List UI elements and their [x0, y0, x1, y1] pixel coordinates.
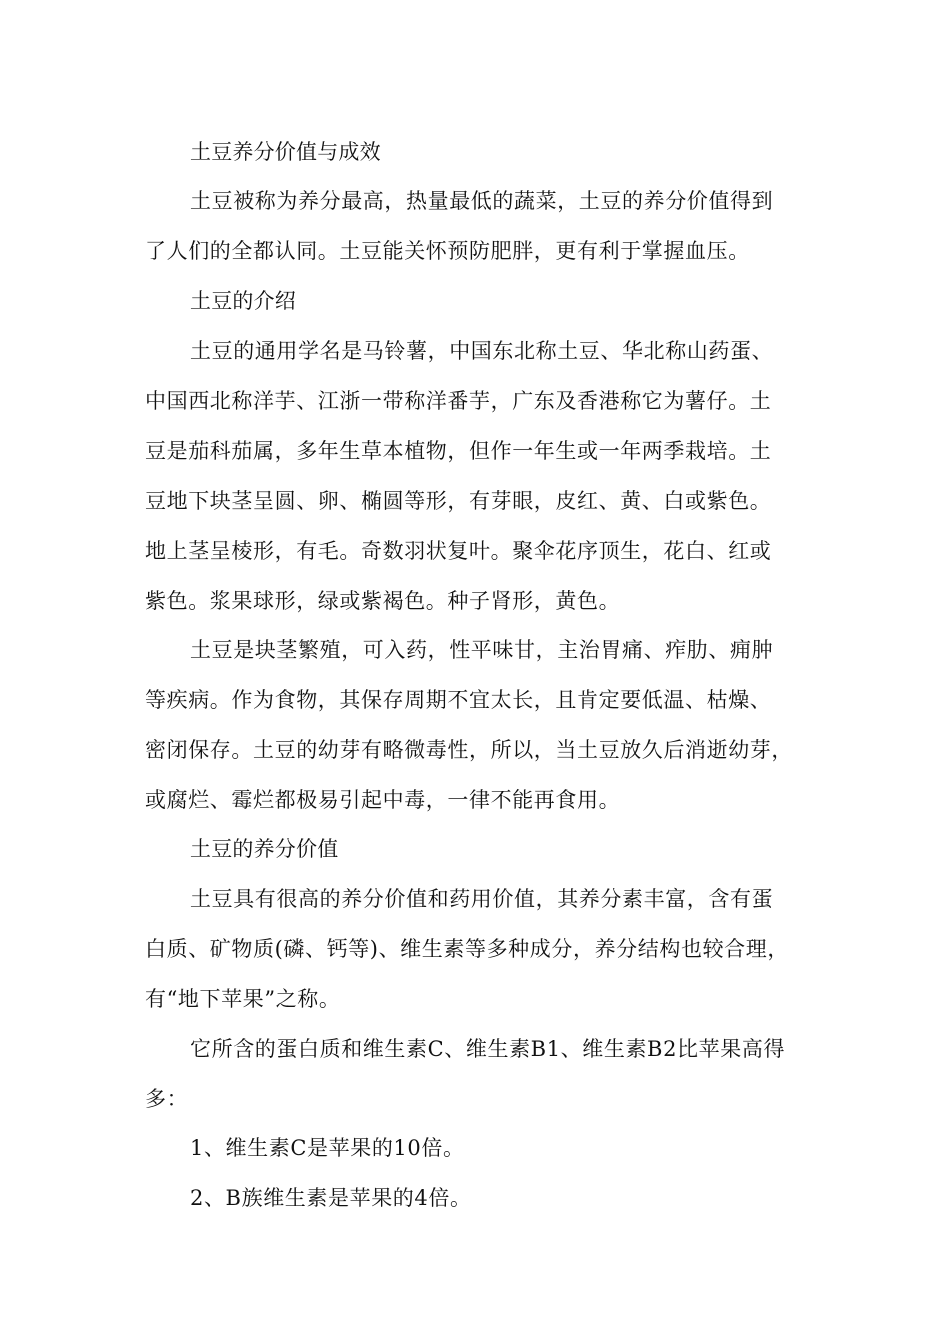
- section-heading-introduction: 土豆的介绍: [190, 289, 296, 313]
- paragraph-line: 密闭保存。土豆的幼芽有略微毒性，所以，当土豆放久后消逝幼芽，: [145, 738, 793, 762]
- paragraph-line: 土豆的通用学名是马铃薯，中国东北称土豆、华北称山药蛋、: [190, 339, 774, 363]
- paragraph-line: 土豆被称为养分最高，热量最低的蔬菜，土豆的养分价值得到: [190, 189, 774, 213]
- list-item-vitamin-c: 1、维生素C是苹果的10倍。: [190, 1136, 465, 1160]
- paragraph-line: 土豆具有很高的养分价值和药用价值，其养分素丰富，含有蛋: [190, 887, 774, 911]
- section-heading-nutrition-effects: 土豆养分价值与成效: [190, 140, 381, 164]
- paragraph-line: 了人们的全都认同。土豆能关怀预防肥胖，更有利于掌握血压。: [145, 239, 750, 263]
- paragraph-line: 它所含的蛋白质和维生素C、维生素B1、维生素B2比苹果高得: [190, 1037, 786, 1061]
- section-heading-nutrition-value: 土豆的养分价值: [190, 837, 339, 861]
- paragraph-line: 紫色。浆果球形，绿或紫褐色。种子肾形，黄色。: [145, 589, 621, 613]
- paragraph-line: 多：: [145, 1087, 189, 1111]
- paragraph-line: 有“地下苹果”之称。: [145, 987, 341, 1011]
- paragraph-line: 等疾病。作为食物，其保存周期不宜太长，且肯定要低温、枯燥、: [145, 688, 772, 712]
- paragraph-line: 地上茎呈棱形，有毛。奇数羽状复叶。聚伞花序顶生，花白、红或: [145, 539, 772, 563]
- paragraph-line: 豆地下块茎呈圆、卵、椭圆等形，有芽眼，皮红、黄、白或紫色。: [145, 489, 772, 513]
- paragraph-line: 白质、矿物质(磷、钙等)、维生素等多种成分，养分结构也较合理，: [145, 937, 789, 961]
- paragraph-line: 或腐烂、霉烂都极易引起中毒，一律不能再食用。: [145, 788, 621, 812]
- list-item-vitamin-b: 2、B族维生素是苹果的4倍。: [190, 1186, 472, 1210]
- paragraph-line: 豆是茄科茄属，多年生草本植物，但作一年生或一年两季栽培。土: [145, 439, 772, 463]
- paragraph-line: 土豆是块茎繁殖，可入药，性平味甘，主治胃痛、痄肋、痈肿: [190, 638, 774, 662]
- paragraph-line: 中国西北称洋芋、江浙一带称洋番芋，广东及香港称它为薯仔。土: [145, 389, 772, 413]
